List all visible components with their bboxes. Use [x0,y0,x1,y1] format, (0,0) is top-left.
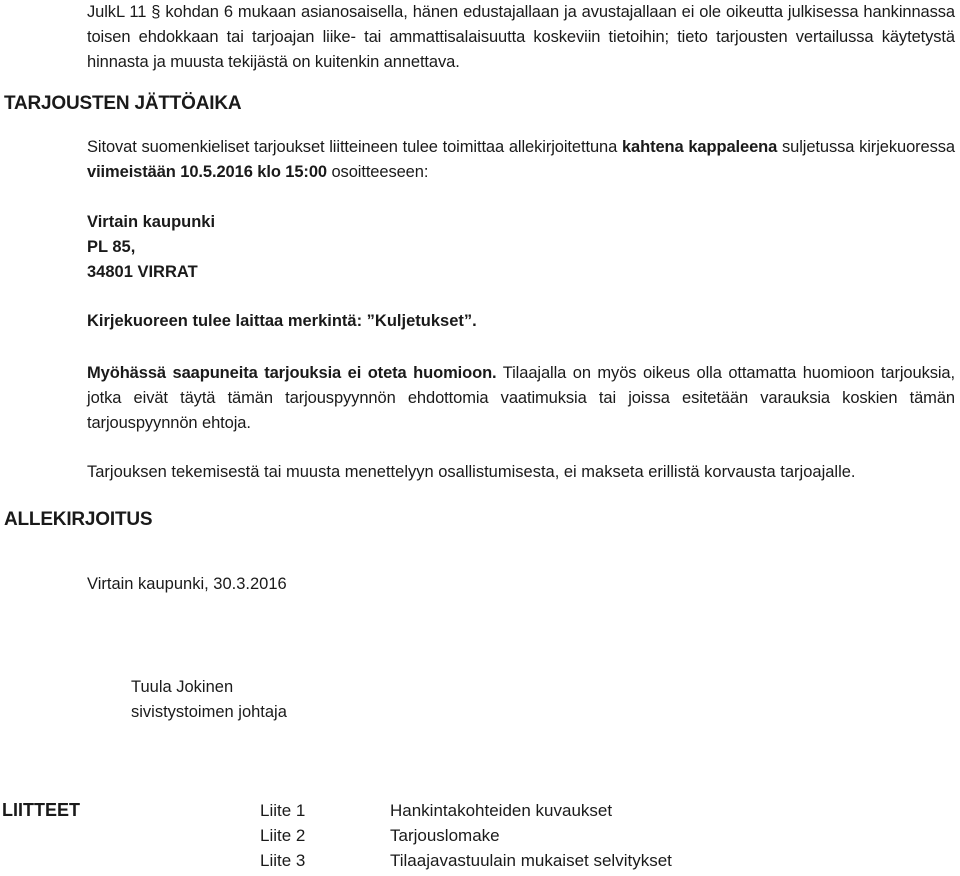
compensation-note: Tarjouksen tekemisestä tai muusta menettelyyn osallistumisesta, ei makseta erillistä korvausta tarjoajalle. [87,463,856,481]
signer-title: sivistystoimen johtaja [131,703,287,721]
attachment-description: Hankintakohteiden kuvaukset [390,801,613,820]
late-submission-paragraph [87,361,955,436]
deadline-text-part: osoitteeseen: [326,163,429,181]
deadline-text-part: suljetussa kirjekuoressa [777,138,955,156]
section-heading-signature: ALLEKIRJOITUS [4,509,153,530]
attachment-label: Liite 1 [260,801,306,820]
section-heading-deadline: TARJOUSTEN JÄTTÖAIKA [4,93,242,114]
attachment-label: Liite 2 [260,826,306,845]
confidentiality-paragraph: JulkL 11 § kohdan 6 mukaan asianosaisella, hänen edustajallaan ja avustajallaan ei ole oikeutta julkisessa hankinnassa toisen ehdokkaan tai tarjoajan liike- tai ammattisalaisuutta koskeviin tietoihin; tieto tarjousten vertailussa käytetystä hinnasta ja muusta tekijästä on kuitenkin annettava. [87,3,955,71]
address-line: PL 85, [87,238,136,256]
place-and-date: Virtain kaupunki, 30.3.2016 [87,575,287,593]
signer-name: Tuula Jokinen [131,678,234,696]
late-submission-text: Tilaajalla on myös oikeus olla ottamatta huomioon tarjouksia, jotka eivät täytä tämän tarjouspyynnön ehdottomia vaatimuksia tai joissa esitetään varauksia koskien tämän tarjouspyynnön ehtoja. [87,364,955,432]
address-line: 34801 VIRRAT [87,263,198,281]
late-submission-emphasis: Myöhässä saapuneita tarjouksia ei oteta huomioon. [87,364,497,382]
envelope-marking-note: Kirjekuoreen tulee laittaa merkintä: ”Kuljetukset”. [87,312,477,330]
deadline-text-part: Sitovat suomenkieliset tarjoukset liitteineen tulee toimittaa allekirjoitettuna [87,138,622,156]
attachments-heading: LIITTEET [2,800,80,820]
copies-emphasis: kahtena kappaleena [621,138,778,156]
attachment-description: Tilaajavastuulain mukaiset selvitykset [390,851,672,870]
deadline-paragraph [87,135,955,185]
attachment-description: Tarjouslomake [390,826,500,845]
address-line: Virtain kaupunki [87,213,216,231]
attachment-label: Liite 3 [260,851,306,870]
deadline-date-emphasis: viimeistään 10.5.2016 klo 15:00 [87,163,327,181]
